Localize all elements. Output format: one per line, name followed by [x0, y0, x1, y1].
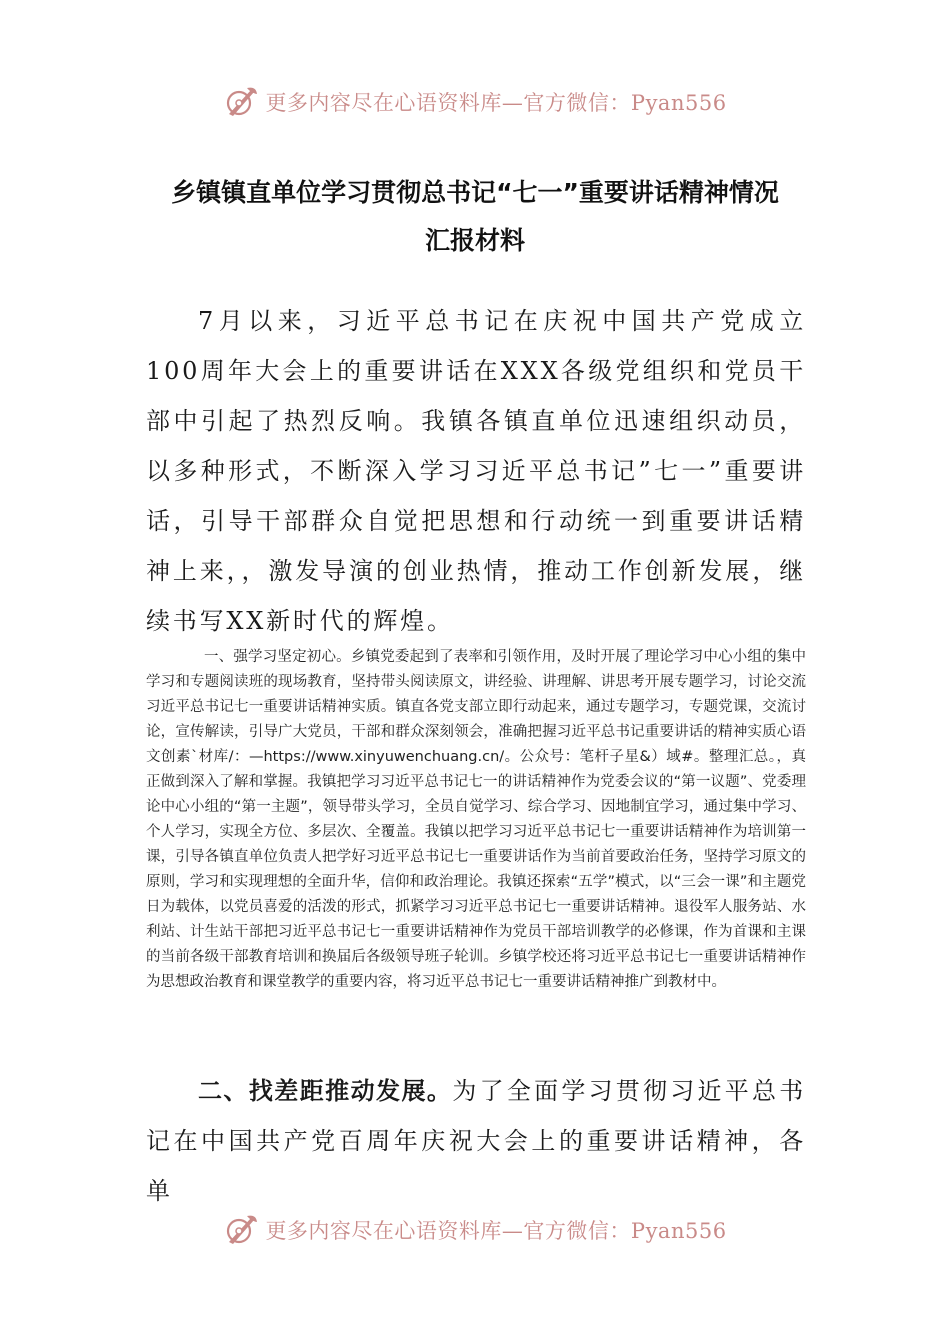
- watermark-text: 更多内容尽在心语资料库—官方微信：Pyan556: [265, 1219, 727, 1243]
- quill-logo-icon: [223, 84, 259, 120]
- section2-body: 为了全面学习贯彻习近平总书记在中国共产党百周年庆祝大会上的重要讲话精神，各单: [146, 1077, 807, 1205]
- quill-logo-icon: [223, 1212, 259, 1248]
- footer-watermark: [0, 1208, 950, 1252]
- document-title-line1: 乡镇镇直单位学习贯彻总书记“七一”重要讲话精神情况: [171, 178, 779, 207]
- section2-heading: 二、找差距推动发展。: [198, 1077, 453, 1105]
- section1-paragraph: 一、强学习坚定初心。乡镇党委起到了表率和引领作用，及时开展了理论学习中心小组的集中学习和专题阅读班的现场教育，坚持带头阅读原文，讲经验、讲理解、讲思考开展专题学习，讨论交流习近平总书记七一重要讲话精神实质。镇直各党支部立即行动起来，通过专题学习，专题党课，交流讨论，宣传解读，引导广大党员，干部和群众深刻领会，准确把握习近平总书记重要讲话的精神实质心语文创素`材库/：—https://www.xinyuwenchuang.cn/。公众号：笔杆子星&）域#。整理汇总。，真正做到深入了解和掌握。我镇把学习习近平总书记七一的讲话精神作为党委会议的“第一议题”、党委理论中心小组的“第一主题”，领导带头学习，全员自觉学习、综合学习、因地制宜学习，通过集中学习、个人学习，实现全方位、多层次、全覆盖。我镇以把学习习近平总书记七一重要讲话精神作为培训第一课，引导各镇直单位负责人把学好习近平总书记七一重要讲话作为当前首要政治任务，坚持学习原文的原则，学习和实现理想的全面升华，信仰和政治理论。我镇还探索“五学”模式，以“三会一课”和主题党日为载体，以党员喜爱的活泼的形式，抓紧学习习近平总书记七一重要讲话精神。退役军人服务站、水利站、计生站干部把习近平总书记七一重要讲话精神作为党员干部培训教学的必修课，作为首课和主课的当前各级干部教育培训和换届后各级领导班子轮训。乡镇学校还将习近平总书记七一重要讲话精神作为思想政治教育和课堂教学的重要内容，将习近平总书记七一重要讲话精神推广到教材中。: [146, 649, 806, 990]
- document-title-line2: 汇报材料: [424, 226, 525, 255]
- watermark-text: 更多内容尽在心语资料库—官方微信：Pyan556: [265, 91, 727, 115]
- header-watermark: [0, 80, 950, 124]
- intro-paragraph: 7月以来，习近平总书记在庆祝中国共产党成立100周年大会上的重要讲话在XXX各级党组织和党员干部中引起了热烈反响。我镇各镇直单位迅速组织动员，以多种形式，不断深入学习习近平总书记”七一”重要讲话，引导干部群众自觉把思想和行动统一到重要讲话精神上来，，激发导演的创业热情，推动工作创新发展，继续书写XX新时代的辉煌。: [146, 307, 806, 635]
- section2-paragraph: [146, 1066, 806, 1216]
